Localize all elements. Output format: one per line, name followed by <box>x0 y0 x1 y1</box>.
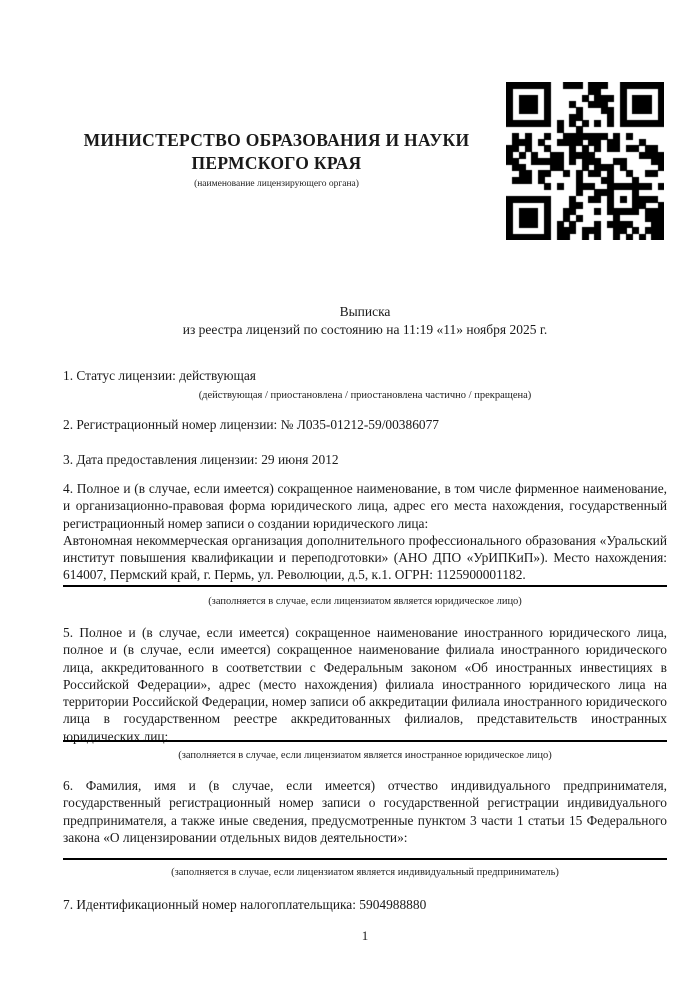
licensing-authority-header <box>63 129 490 190</box>
item-registration-number: 2. Регистрационный номер лицензии: № Л035-01212-59/00386077 <box>63 417 439 432</box>
item-legal-entity-value: Автономная некоммерческая организация дополнительного профессионального образования «Уральский институт повышения квалификации и переподготовки» (АНО ДПО «УрИПКиП»). Место нахождения: 614007, Пермский край, г. Пермь, ул. Революции, д.5, к.1. ОГРН: 1125900001182. <box>63 532 667 583</box>
ministry-name-line1: МИНИСТЕРСТВО ОБРАЗОВАНИЯ И НАУКИ <box>83 130 470 150</box>
item-foreign-legal-entity-caption: (заполняется в случае, если лицензиатом является иностранное юридическое лицо) <box>178 750 552 761</box>
item-legal-entity <box>63 480 667 584</box>
item-legal-entity-text: 4. Полное и (в случае, если имеется) сокращенное наименование, в том числе фирменное наименование, и организационно-правовая форма юридического лица, адрес его места нахождения, государственный регистрационный номер записи о создании юридического лица: <box>63 481 667 531</box>
item-legal-entity-caption: (заполняется в случае, если лицензиатом является юридическое лицо) <box>208 596 522 607</box>
form-underline-legal-entity <box>63 585 667 587</box>
item-individual-entrepreneur-caption: (заполняется в случае, если лицензиатом является индивидуальный предприниматель) <box>171 867 559 878</box>
item-license-status: 1. Статус лицензии: действующая <box>63 368 256 383</box>
form-underline-individual-entrepreneur <box>63 858 667 860</box>
title-line2: из реестра лицензий по состоянию на 11:19 «11» ноября 2025 г. <box>182 321 548 337</box>
ministry-name-line2: ПЕРМСКОГО КРАЯ <box>191 153 362 173</box>
item-foreign-legal-entity-text: 5. Полное и (в случае, если имеется) сокращенное наименование иностранного юридического лица, полное и (в случае, если имеется) сокращенное наименование филиала иностранного юридического лица, аккредитованного в соответствии с Федеральным законом «Об иностранных инвестициях в Российской Федерации», адрес (место нахождения) филиала иностранного юридического лица на территории Российской Федерации, номер записи об аккредитации филиала иностранного юридического лица в государственном реестре аккредитованных филиалов, представительств иностранных юридических лиц: <box>63 625 667 744</box>
licensing-authority-caption: (наименование лицензирующего органа) <box>194 179 359 189</box>
qr-code-icon <box>506 82 664 240</box>
item-license-grant-date: 3. Дата предоставления лицензии: 29 июня 2012 <box>63 452 339 467</box>
item-individual-entrepreneur-text: 6. Фамилия, имя и (в случае, если имеется) отчество индивидуального предпринимателя, государственный регистрационный номер записи о государственной регистрации индивидуального предпринимателя, а также иные сведения, предусмотренные пунктом 3 части 1 статьи 15 Федерального закона «О лицензировании отдельных видов деятельности»: <box>63 778 667 845</box>
item-license-status-caption: (действующая / приостановлена / приостановлена частично / прекращена) <box>198 390 532 401</box>
document-title <box>63 303 667 338</box>
item-taxpayer-id: 7. Идентификационный номер налогоплательщика: 5904988880 <box>63 897 427 912</box>
page-number: 1 <box>361 928 369 943</box>
title-line1: Выписка <box>339 304 391 319</box>
form-underline-foreign-legal-entity <box>63 740 667 742</box>
